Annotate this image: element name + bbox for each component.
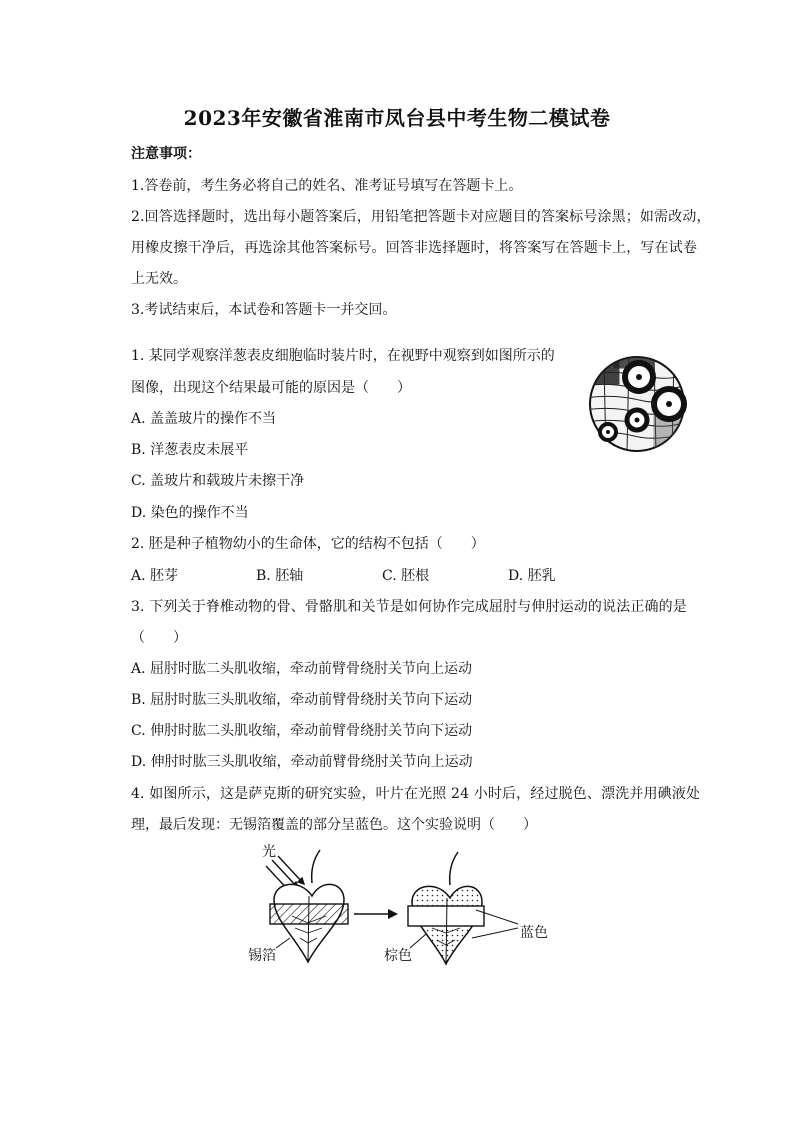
question-1-option-b: B. 洋葱表皮未展平 [131, 442, 249, 458]
blue-label: 蓝色 [520, 925, 548, 941]
notice-item: 2.回答选择题时，选出每小题答案后，用铅笔把答题卡对应题目的答案标号涂黑；如需改动， [131, 209, 711, 225]
transition-arrow-icon [354, 909, 398, 919]
question-1-option-a: A. 盖盖玻片的操作不当 [131, 411, 277, 427]
leaf-experiment-figure [240, 838, 560, 968]
question-3-option-d: D. 伸肘时肱三头肌收缩，牵动前臂骨绕肘关节向上运动 [131, 754, 473, 770]
foil-label: 锡箔 [248, 948, 276, 964]
question-2-option-c: C. 胚根 [382, 568, 430, 584]
question-3-option-b: B. 屈肘时肱三头肌收缩，牵动前臂骨绕肘关节向下运动 [131, 692, 473, 708]
notice-item: 3.考试结束后，本试卷和答题卡一并交回。 [131, 302, 397, 318]
question-2-option-d: D. 胚乳 [508, 568, 556, 584]
question-2-option-a: A. 胚芽 [131, 568, 179, 584]
question-2-options [131, 566, 611, 586]
question-4-stem: 4. 如图所示，这是萨克斯的研究实验，叶片在光照 24 小时后，经过脱色、漂洗并用碘液处 [131, 786, 701, 802]
question-1-stem: 1. 某同学观察洋葱表皮细胞临时装片时，在视野中观察到如图所示的 [131, 348, 555, 364]
question-3-stem: 3. 下列关于脊椎动物的骨、骨骼肌和关节是如何协作完成屈肘与伸肘运动的说法正确的是 [131, 599, 687, 615]
question-2-option-b: B. 胚轴 [256, 568, 304, 584]
question-1-stem: 图像，出现这个结果最可能的原因是（ ） [131, 380, 411, 396]
question-4-stem: 理，最后发现：无锡箔覆盖的部分呈蓝色。这个实验说明（ ） [131, 817, 537, 833]
brown-label: 棕色 [384, 948, 412, 964]
leaf-right [408, 852, 484, 964]
question-1-option-c: C. 盖玻片和载玻片未擦干净 [131, 473, 305, 489]
question-3-option-a: A. 屈肘时肱二头肌收缩，牵动前臂骨绕肘关节向上运动 [131, 661, 473, 677]
light-label: 光 [262, 844, 276, 860]
question-1-option-d: D. 染色的操作不当 [131, 505, 249, 521]
notice-item: 用橡皮擦干净后，再选涂其他答案标号。回答非选择题时，将答案写在答题卡上，写在试卷 [131, 240, 697, 256]
question-2-stem: 2. 胚是种子植物幼小的生命体，它的结构不包括（ ） [131, 536, 485, 552]
notice-item: 上无效。 [131, 271, 187, 287]
leaf-left [270, 850, 348, 962]
question-3-stem: （ ） [131, 630, 187, 646]
notice-item: 1.答卷前，考生务必将自己的姓名、准考证号填写在答题卡上。 [131, 178, 523, 194]
notice-heading: 注意事项： [131, 146, 201, 162]
exam-title: 2023年安徽省淮南市凤台县中考生物二模试卷 [183, 106, 611, 130]
question-3-option-c: C. 伸肘时肱二头肌收缩，牵动前臂骨绕肘关节向下运动 [131, 723, 473, 739]
microscope-view-figure [584, 354, 690, 454]
